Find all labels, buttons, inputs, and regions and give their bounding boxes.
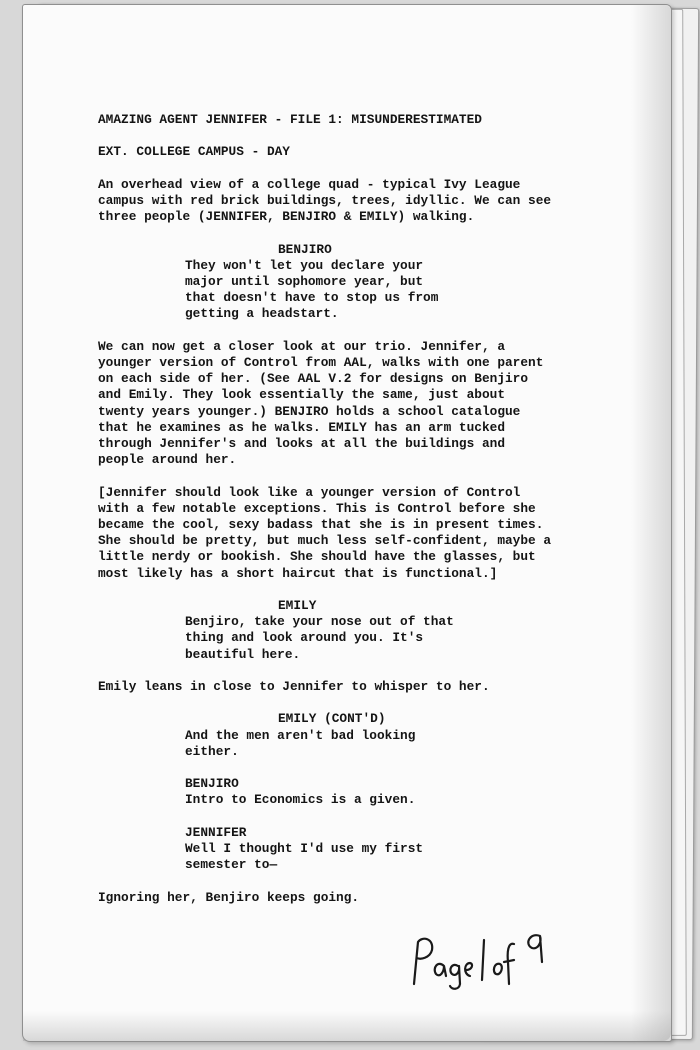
- dialogue-line: Benjiro, take your nose out of that: [185, 614, 454, 630]
- action-line: twenty years younger.) BENJIRO holds a school catalogue: [98, 403, 521, 419]
- character-name: JENNIFER: [185, 824, 247, 840]
- dialogue-line: that doesn't have to stop us from: [185, 290, 439, 306]
- action-line: An overhead view of a college quad - typical Ivy League: [98, 176, 521, 192]
- dialogue-line: beautiful here.: [185, 646, 301, 662]
- dialogue-line: semester to—: [185, 857, 278, 873]
- note-line: [Jennifer should look like a younger version of Control: [98, 484, 521, 500]
- character-name: EMILY: [278, 598, 317, 613]
- handwritten-page-note: [408, 922, 558, 992]
- action-line: campus with red brick buildings, trees, idyllic. We can see: [98, 192, 552, 208]
- note-line: with a few notable exceptions. This is Control before she: [98, 500, 536, 516]
- action-line: on each side of her. (See AAL V.2 for designs on Benjiro: [98, 371, 529, 387]
- action-line: three people (JENNIFER, BENJIRO & EMILY) walking.: [98, 209, 475, 225]
- page-bottom-shading: [23, 1011, 671, 1041]
- dialogue-line: thing and look around you. It's: [185, 630, 424, 646]
- page-note-text: Page 1 of 9: [408, 922, 415, 923]
- dialogue-line: major until sophomore year, but: [185, 273, 424, 289]
- character-name: EMILY (CONT'D): [278, 711, 386, 727]
- action-line: and Emily. They look essentially the same, just about: [98, 387, 506, 403]
- dialogue-line: either.: [185, 743, 239, 759]
- character-name: BENJIRO: [278, 241, 332, 257]
- action-line: through Jennifer's and looks at all the buildings and: [98, 436, 506, 451]
- script-body: [98, 112, 598, 906]
- note-line: little nerdy or bookish. She should have the glasses, but: [98, 549, 536, 565]
- character-name: BENJIRO: [185, 776, 239, 792]
- dialogue-line: getting a headstart.: [185, 306, 339, 322]
- action-line: younger version of Control from AAL, walks with one parent: [98, 354, 544, 370]
- action-line: people around her.: [98, 452, 237, 468]
- dialogue-line: They won't let you declare your: [185, 257, 424, 273]
- page-edge-shading: [631, 5, 671, 1041]
- note-line: became the cool, sexy badass that she is in present times.: [98, 517, 544, 532]
- action-line: Emily leans in close to Jennifer to whisper to her.: [98, 679, 490, 694]
- dialogue-line: Intro to Economics is a given.: [185, 792, 416, 808]
- dialogue-line: Well I thought I'd use my first: [185, 840, 424, 856]
- note-line: She should be pretty, but much less self-confident, maybe a: [98, 533, 552, 549]
- action-line: We can now get a closer look at our trio. Jennifer, a: [98, 338, 506, 354]
- script-title: AMAZING AGENT JENNIFER - FILE 1: MISUNDERESTIMATED: [98, 112, 482, 127]
- note-line: most likely has a short haircut that is functional.]: [98, 565, 498, 581]
- dialogue-line: And the men aren't bad looking: [185, 727, 416, 743]
- action-line: that he examines as he walks. EMILY has an arm tucked: [98, 419, 506, 435]
- action-line: Ignoring her, Benjiro keeps going.: [98, 889, 360, 905]
- scene-heading: EXT. COLLEGE CAMPUS - DAY: [98, 144, 290, 160]
